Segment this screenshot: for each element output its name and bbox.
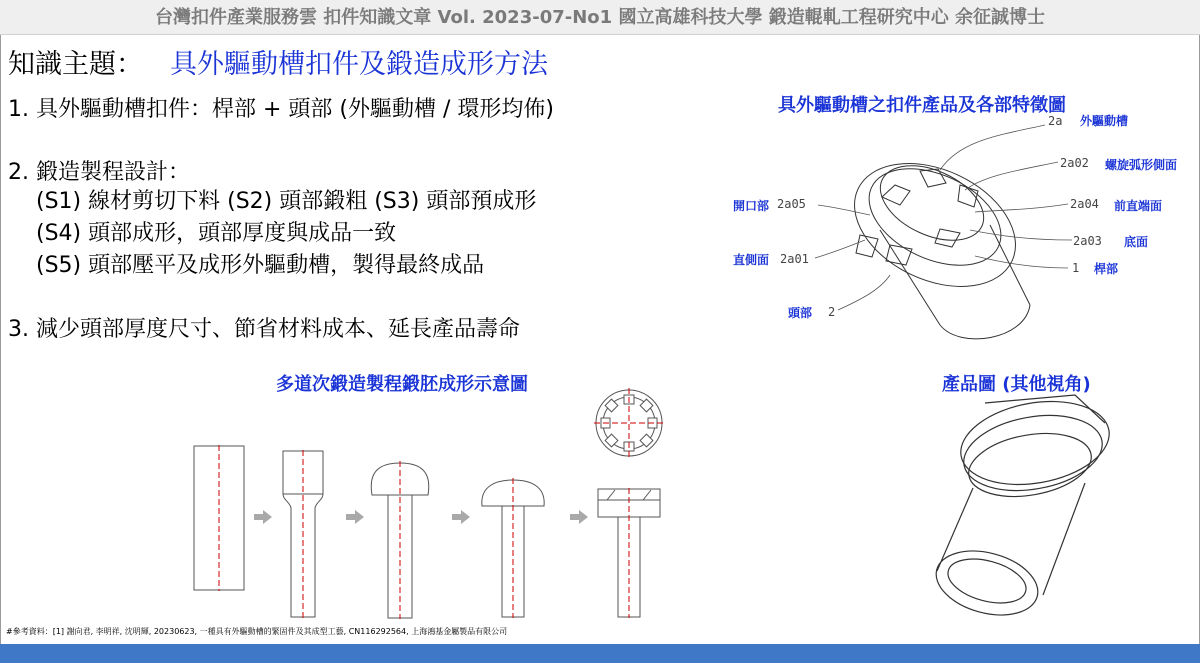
process-arrow-3 — [452, 510, 470, 524]
callout-2a05-label: 開口部 — [733, 199, 770, 213]
callout-2-label: 頭部 — [788, 306, 813, 320]
process-arrow-4 — [570, 510, 588, 524]
callout-2-code: 2 — [828, 305, 836, 319]
callout-2a04-code: 2a04 — [1070, 197, 1099, 211]
callout-2a01-label: 直側面 — [733, 253, 770, 267]
point-2: 2. 鍛造製程設計： — [8, 160, 190, 185]
footer-bar — [0, 644, 1200, 663]
callout-2a01-code: 2a01 — [780, 252, 809, 266]
step-s4: (S4) 頭部成形，頭部厚度與成品一致 — [36, 221, 397, 246]
part-figure-title: 具外驅動槽之扣件產品及各部特徵圖 — [778, 95, 1066, 116]
callout-2a04-label: 前直端面 — [1114, 199, 1163, 213]
topic-label: 知識主題： — [8, 49, 143, 80]
callout-1-label: 桿部 — [1094, 262, 1119, 276]
process-stage-s5 — [597, 488, 661, 618]
process-stage-s2 — [282, 450, 324, 618]
step-s1-s3: (S1) 線材剪切下料 (S2) 頭部鍛粗 (S3) 頭部預成形 — [36, 189, 537, 214]
product-figure-title: 產品圖 (其他視角) — [942, 374, 1091, 395]
reference-note: #參考資料：[1] 謝向君, 李明祥, 沈明輝, 20230623, 一種具有外驅動槽的緊固件及其成型工藝, CN116292564, 上海鴻基金屬製品有限公司 — [6, 627, 508, 636]
process-arrow-1 — [254, 510, 272, 524]
callout-2a02-code: 2a02 — [1060, 156, 1089, 170]
point-3: 3. 減少頭部厚度尺寸、節省材料成本、延長產品壽命 — [8, 317, 520, 342]
point-1: 1. 具外驅動槽扣件：桿部 + 頭部 (外驅動槽 / 環形均佈) — [8, 97, 554, 122]
topic-title: 具外驅動槽扣件及鍛造成形方法 — [170, 49, 548, 80]
callout-1-code: 1 — [1072, 261, 1080, 275]
callout-2a05-code: 2a05 — [777, 197, 806, 211]
callout-2a03-label: 底面 — [1124, 235, 1149, 249]
step-s5: (S5) 頭部壓平及成形外驅動槽，製得最終成品 — [36, 253, 485, 278]
callout-2a03-code: 2a03 — [1073, 234, 1102, 248]
callout-2a-code: 2a — [1048, 114, 1063, 128]
process-stage-s1 — [193, 445, 245, 591]
process-arrow-2 — [346, 510, 364, 524]
process-figure-title: 多道次鍛造製程鍛胚成形示意圖 — [276, 374, 528, 395]
process-stage-s3 — [368, 461, 432, 619]
slide-header: 台灣扣件產業服務雲 扣件知識文章 Vol. 2023-07-No1 國立高雄科技大學 鍛造輥軋工程研究中心 余征誠博士 — [0, 0, 1200, 35]
process-stage-s4 — [480, 478, 546, 618]
product-other-view-drawing — [925, 393, 1125, 625]
callout-2a02-label: 螺旋弧形側面 — [1105, 158, 1178, 172]
process-stage-s5-top-view — [594, 388, 664, 458]
callout-2a-label: 外驅動槽 — [1080, 114, 1129, 128]
